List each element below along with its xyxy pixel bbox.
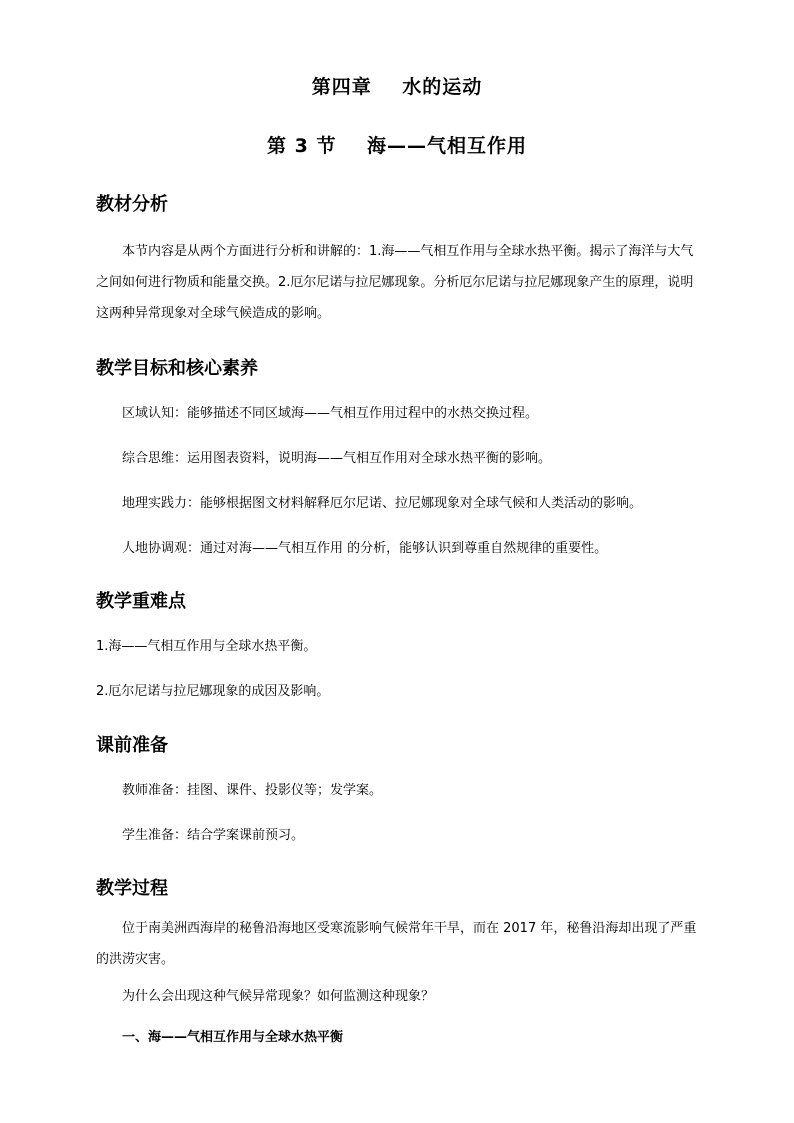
heading-analysis: 教材分析	[96, 194, 168, 215]
analysis-paragraph: 本节内容是从两个方面进行分析和讲解的：1.海——气相互作用与全球水热平衡。揭示了海洋与大气之间如何进行物质和能量交换。2.厄尔尼诺与拉尼娜现象。分析厄尔尼诺与拉尼娜现象产生的原理，说明这两种异常现象对全球气候造成的影响。	[96, 244, 694, 321]
process-paragraph-2: 为什么会出现这种气候异常现象？如何监测这种现象？	[122, 989, 435, 1004]
heading-goals: 教学目标和核心素养	[96, 358, 258, 379]
key-point-1: 1.海——气相互作用与全球水热平衡。	[96, 639, 317, 654]
key-point-2: 2.厄尔尼诺与拉尼娜现象的成因及影响。	[96, 684, 330, 699]
goal-item-integrated: 综合思维：运用图表资料，说明海——气相互作用对全球水热平衡的影响。	[122, 451, 552, 466]
heading-preparation: 课前准备	[96, 735, 168, 756]
process-paragraph-1: 位于南美洲西海岸的秘鲁沿海地区受寒流影响气候常年干旱，而在 2017 年，秘鲁沿海却出现了严重的洪涝灾害。	[96, 921, 697, 967]
chapter-title: 第四章 水的运动	[311, 76, 483, 98]
prep-teacher: 教师准备：挂图、课件、投影仪等；发学案。	[122, 783, 383, 798]
process-subheading: 一、海——气相互作用与全球水热平衡	[122, 1030, 344, 1045]
goal-item-regional: 区域认知：能够描述不同区域海——气相互作用过程中的水热交换过程。	[122, 406, 539, 421]
goal-item-harmony: 人地协调观：通过对海——气相互作用 的分析，能够认识到尊重自然规律的重要性。	[122, 541, 608, 556]
goal-item-practice: 地理实践力：能够根据图文材料解释厄尔尼诺、拉尼娜现象对全球气候和人类活动的影响。	[122, 496, 643, 511]
heading-key-points: 教学重难点	[96, 591, 186, 612]
heading-process: 教学过程	[96, 878, 168, 899]
prep-student: 学生准备：结合学案课前预习。	[122, 828, 305, 843]
section-title: 第 3 节 海——气相互作用	[267, 135, 527, 157]
